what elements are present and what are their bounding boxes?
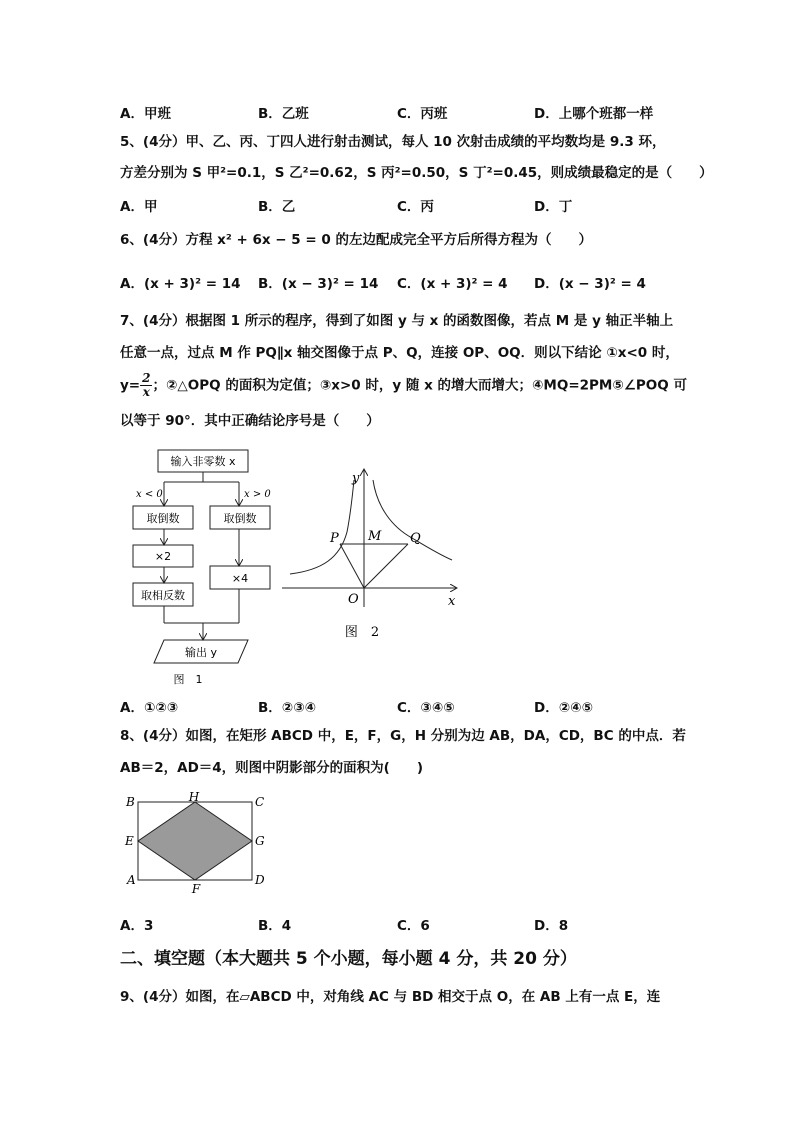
- q8-option-b: B．4: [258, 918, 292, 934]
- flow-caption: 图 1: [173, 673, 203, 686]
- q4-option-a: A．甲班: [120, 106, 171, 122]
- op-segment: [340, 544, 364, 588]
- flow-times2: ×2: [154, 550, 172, 563]
- flow-left-cond: x < 0: [136, 489, 163, 500]
- q6-option-c: C．(x + 3)² = 4: [397, 276, 508, 292]
- q4-options: [120, 102, 680, 124]
- q8-rectangle-figure: [120, 790, 270, 898]
- flow-input: 输入非零数 x: [170, 455, 236, 468]
- label-g: G: [255, 834, 265, 848]
- q8-line2: AB＝2，AD＝4，则图中阴影部分的面积为( ): [120, 760, 424, 776]
- q5-option-b: B．乙: [258, 199, 296, 215]
- oq-segment: [364, 544, 408, 588]
- left-branch-curve: [290, 480, 354, 574]
- q7-line3: [120, 372, 687, 399]
- label-d: D: [255, 873, 265, 887]
- q5-line1: 5、(4分）甲、乙、丙、丁四人进行射击测试，每人 10 次射击成绩的平均数均是 9.3 环，: [120, 134, 666, 150]
- shaded-rhombus-ehgf: [138, 802, 252, 880]
- label-h: H: [188, 790, 200, 804]
- q8-option-a: A．3: [120, 918, 154, 934]
- flow-times4: ×4: [231, 572, 249, 585]
- q7-flowchart: [126, 445, 271, 690]
- q7-line3-suffix: ；②△OPQ 的面积为定值；③x>0 时，y 随 x 的增大而增大；④MQ=2PM⑤∠POQ 可: [152, 377, 687, 394]
- graph-caption: 图 2: [344, 625, 380, 640]
- flow-right-recip: 取倒数: [223, 512, 257, 525]
- q7-option-d: D．②④⑤: [534, 700, 593, 716]
- q7-frac-num: 2: [142, 371, 151, 385]
- q6-option-d: D．(x − 3)² = 4: [534, 276, 646, 292]
- graph-point-m: M: [368, 529, 382, 544]
- q5-option-c: C．丙: [397, 199, 434, 215]
- label-e: E: [125, 834, 134, 848]
- graph-x-label: x: [448, 594, 456, 609]
- q5-line2: 方差分别为 S 甲²=0.1，S 乙²=0.62，S 丙²=0.50，S 丁²=0.45，则成绩最稳定的是（ ）: [120, 165, 713, 181]
- q7-option-a: A．①②③: [120, 700, 179, 716]
- q7-line3-prefix: y=: [120, 377, 141, 394]
- q4-option-c: C．丙班: [397, 106, 448, 122]
- right-branch-curve: [373, 480, 452, 560]
- q9-text: 9、(4分）如图，在▱ABCD 中，对角线 AC 与 BD 相交于点 O，在 AB 上有一点 E，连: [120, 989, 661, 1005]
- q7-options: [120, 696, 680, 718]
- flow-negate: 取相反数: [141, 589, 185, 602]
- flow-left-recip: 取倒数: [146, 512, 180, 525]
- flow-output: 输出 y: [184, 646, 218, 659]
- q6-option-a: A．(x + 3)² = 14: [120, 276, 241, 292]
- q8-option-c: C．6: [397, 918, 430, 934]
- q7-frac-den: x: [142, 385, 150, 399]
- q4-option-b: B．乙班: [258, 106, 309, 122]
- q8-option-d: D．8: [534, 918, 569, 934]
- q7-line1: 7、(4分）根据图 1 所示的程序，得到了如图 y 与 x 的函数图像，若点 M 是 y 轴正半轴上: [120, 313, 674, 329]
- q5-options: [120, 195, 680, 217]
- flow-right-cond: x > 0: [244, 489, 271, 500]
- label-b: B: [126, 795, 135, 809]
- q5-option-d: D．丁: [534, 199, 573, 215]
- graph-point-q: Q: [410, 531, 421, 546]
- label-f: F: [191, 882, 201, 896]
- q7-line4: 以等于 90°．其中正确结论序号是（ ）: [120, 413, 380, 429]
- q7-option-c: C．③④⑤: [397, 700, 455, 716]
- q7-fraction: [140, 372, 152, 399]
- q7-option-b: B．②③④: [258, 700, 317, 716]
- q6-text: 6、(4分）方程 x² + 6x − 5 = 0 的左边配成完全平方后所得方程为（ ）: [120, 232, 592, 248]
- q4-option-d: D．上哪个班都一样: [534, 106, 654, 122]
- label-c: C: [255, 795, 265, 809]
- graph-point-p: P: [330, 531, 339, 546]
- q8-options: [120, 914, 680, 936]
- q7-function-graph: [282, 462, 462, 642]
- graph-origin-o: O: [348, 592, 359, 607]
- q5-option-a: A．甲: [120, 199, 158, 215]
- label-a: A: [127, 873, 136, 887]
- q8-line1: 8、(4分）如图，在矩形 ABCD 中，E，F，G，H 分别为边 AB，DA，CD，BC 的中点．若: [120, 728, 686, 744]
- section2-heading: 二、填空题（本大题共 5 个小题，每小题 4 分，共 20 分）: [120, 949, 577, 969]
- graph-y-label: y: [352, 471, 360, 486]
- q6-option-b: B．(x − 3)² = 14: [258, 276, 379, 292]
- q7-line2: 任意一点，过点 M 作 PQ∥x 轴交图像于点 P、Q，连接 OP、OQ．则以下结论 ①x<0 时，: [120, 345, 679, 361]
- q6-options: [120, 272, 680, 294]
